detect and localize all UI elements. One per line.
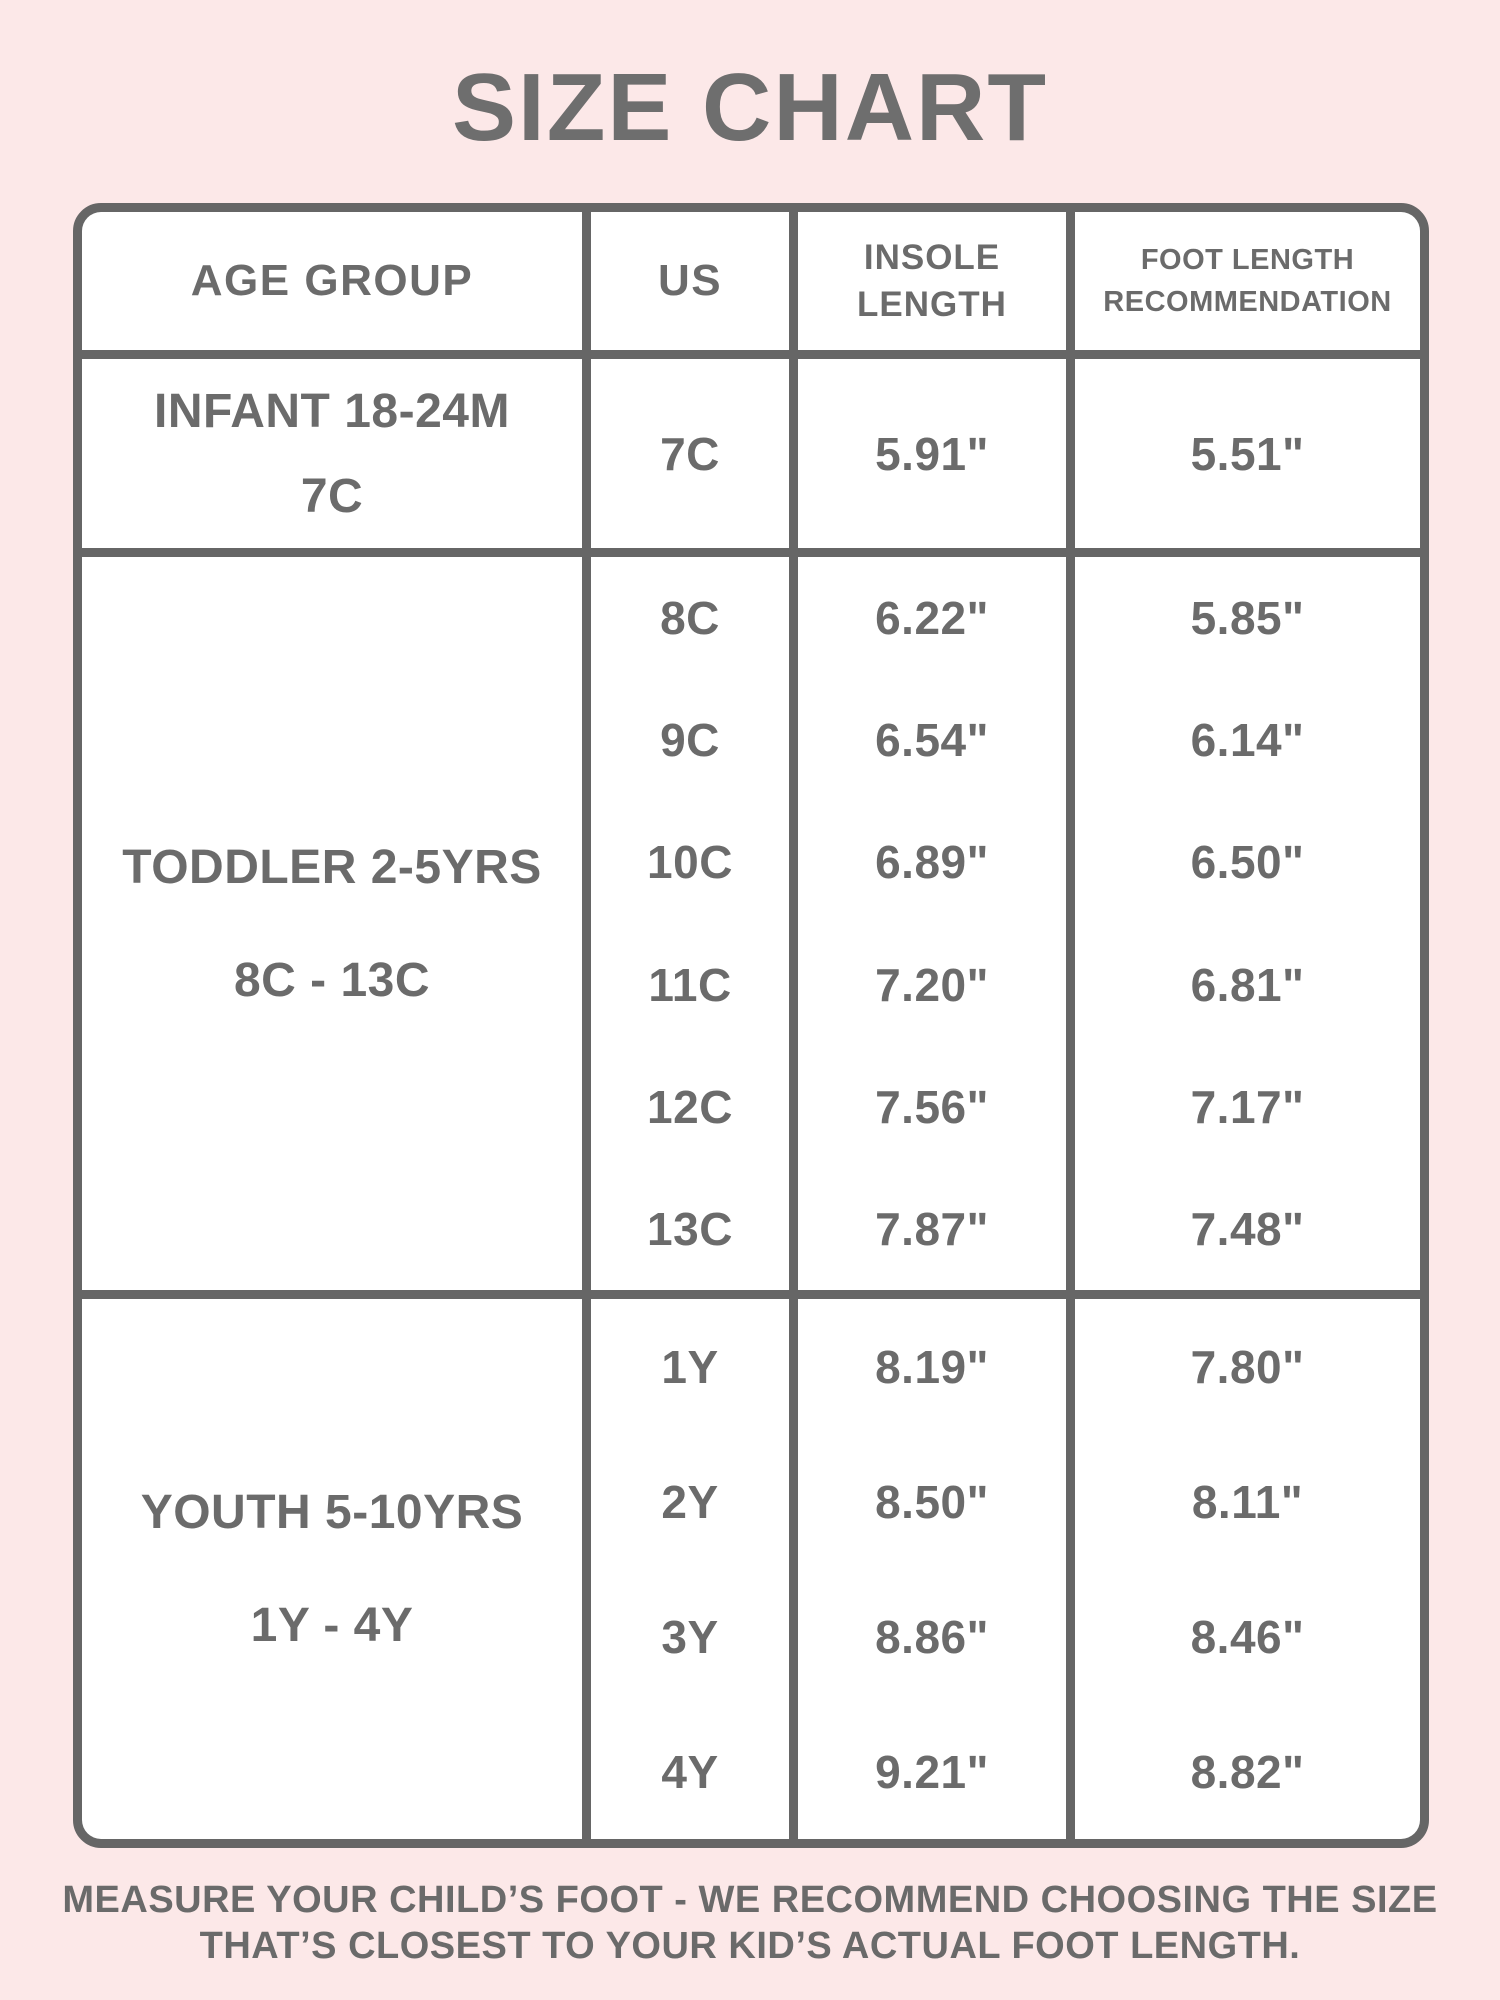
us-size-column-toddler — [591, 557, 789, 1290]
header-label-foot-line2: RECOMMENDATION — [1103, 286, 1392, 318]
us-size-value: 4Y — [661, 1745, 719, 1798]
age-group-cell-youth — [82, 1299, 582, 1839]
foot-length-value: 8.82" — [1190, 1745, 1305, 1798]
insole-length-value: 6.54" — [875, 714, 989, 767]
insole-length-value: 6.89" — [875, 836, 989, 889]
insole-length-value: 9.21" — [875, 1745, 989, 1798]
us-size-value: 7C — [660, 427, 720, 480]
header-label-age-group: AGE GROUP — [190, 256, 474, 305]
us-size-column-youth — [591, 1299, 789, 1839]
insole-length-value: 8.50" — [875, 1475, 989, 1528]
us-size-value: 2Y — [661, 1475, 719, 1528]
insole-length-value: 5.91" — [875, 427, 989, 480]
insole-length-column-youth — [798, 1299, 1066, 1839]
header-cell-us — [591, 212, 789, 350]
size-chart-table — [73, 203, 1429, 1848]
us-size-value: 9C — [660, 714, 720, 767]
foot-length-value: 7.80" — [1190, 1340, 1305, 1393]
us-size-value: 8C — [660, 592, 720, 645]
foot-length-value: 7.48" — [1190, 1202, 1305, 1255]
foot-length-column-infant — [1075, 359, 1420, 548]
header-cell-age-group — [82, 212, 582, 350]
foot-length-column-youth — [1075, 1299, 1420, 1839]
header-label-insole-line1: INSOLE — [863, 237, 1001, 277]
page-title: SIZE CHART — [452, 54, 1048, 161]
foot-length-value: 7.17" — [1190, 1080, 1305, 1133]
foot-length-value: 6.81" — [1190, 958, 1305, 1011]
us-size-value: 3Y — [661, 1610, 719, 1663]
foot-length-value: 5.51" — [1190, 427, 1305, 480]
insole-length-value: 8.19" — [875, 1340, 989, 1393]
header-label-foot-line1: FOOT LENGTH — [1140, 243, 1355, 276]
age-group-label: YOUTH 5-10YRS — [140, 1486, 524, 1539]
us-size-value: 10C — [647, 836, 733, 889]
measurement-note-line2: THAT’S CLOSEST TO YOUR KID’S ACTUAL FOOT LENGTH. — [199, 1924, 1301, 1967]
header-cell-foot-length — [1075, 212, 1420, 350]
insole-length-value: 7.87" — [875, 1202, 989, 1255]
us-size-value: 11C — [648, 958, 732, 1011]
header-label-insole-line2: LENGTH — [857, 285, 1007, 324]
measurement-note — [0, 1878, 1500, 1969]
foot-length-value: 6.50" — [1190, 836, 1305, 889]
insole-length-value: 8.86" — [875, 1610, 989, 1663]
insole-length-column-toddler — [798, 557, 1066, 1290]
insole-length-value: 6.22" — [875, 592, 989, 645]
header-label-us: US — [657, 256, 723, 305]
age-group-cell-toddler — [82, 557, 582, 1290]
foot-length-column-toddler — [1075, 557, 1420, 1290]
us-size-column-infant — [591, 359, 789, 548]
foot-length-value: 8.11" — [1191, 1475, 1304, 1528]
us-size-value: 13C — [647, 1202, 733, 1255]
measurement-note-line1: MEASURE YOUR CHILD’S FOOT - WE RECOMMEND CHOOSING THE SIZE — [62, 1879, 1438, 1921]
age-group-label: TODDLER 2-5YRS — [122, 840, 542, 894]
age-group-size-range: 8C - 13C — [233, 953, 431, 1007]
age-group-label: INFANT 18-24M — [154, 384, 510, 438]
age-group-size-range: 1Y - 4Y — [250, 1599, 414, 1652]
age-group-cell-infant — [82, 359, 582, 548]
insole-length-value: 7.20" — [875, 958, 989, 1011]
foot-length-value: 5.85" — [1190, 592, 1305, 645]
insole-length-column-infant — [798, 359, 1066, 548]
us-size-value: 1Y — [661, 1340, 719, 1393]
header-cell-insole-length — [798, 212, 1066, 350]
foot-length-value: 8.46" — [1190, 1610, 1305, 1663]
insole-length-value: 7.56" — [875, 1080, 989, 1133]
age-group-size-range: 7C — [300, 469, 364, 523]
foot-length-value: 6.14" — [1190, 714, 1305, 767]
us-size-value: 12C — [647, 1080, 733, 1133]
